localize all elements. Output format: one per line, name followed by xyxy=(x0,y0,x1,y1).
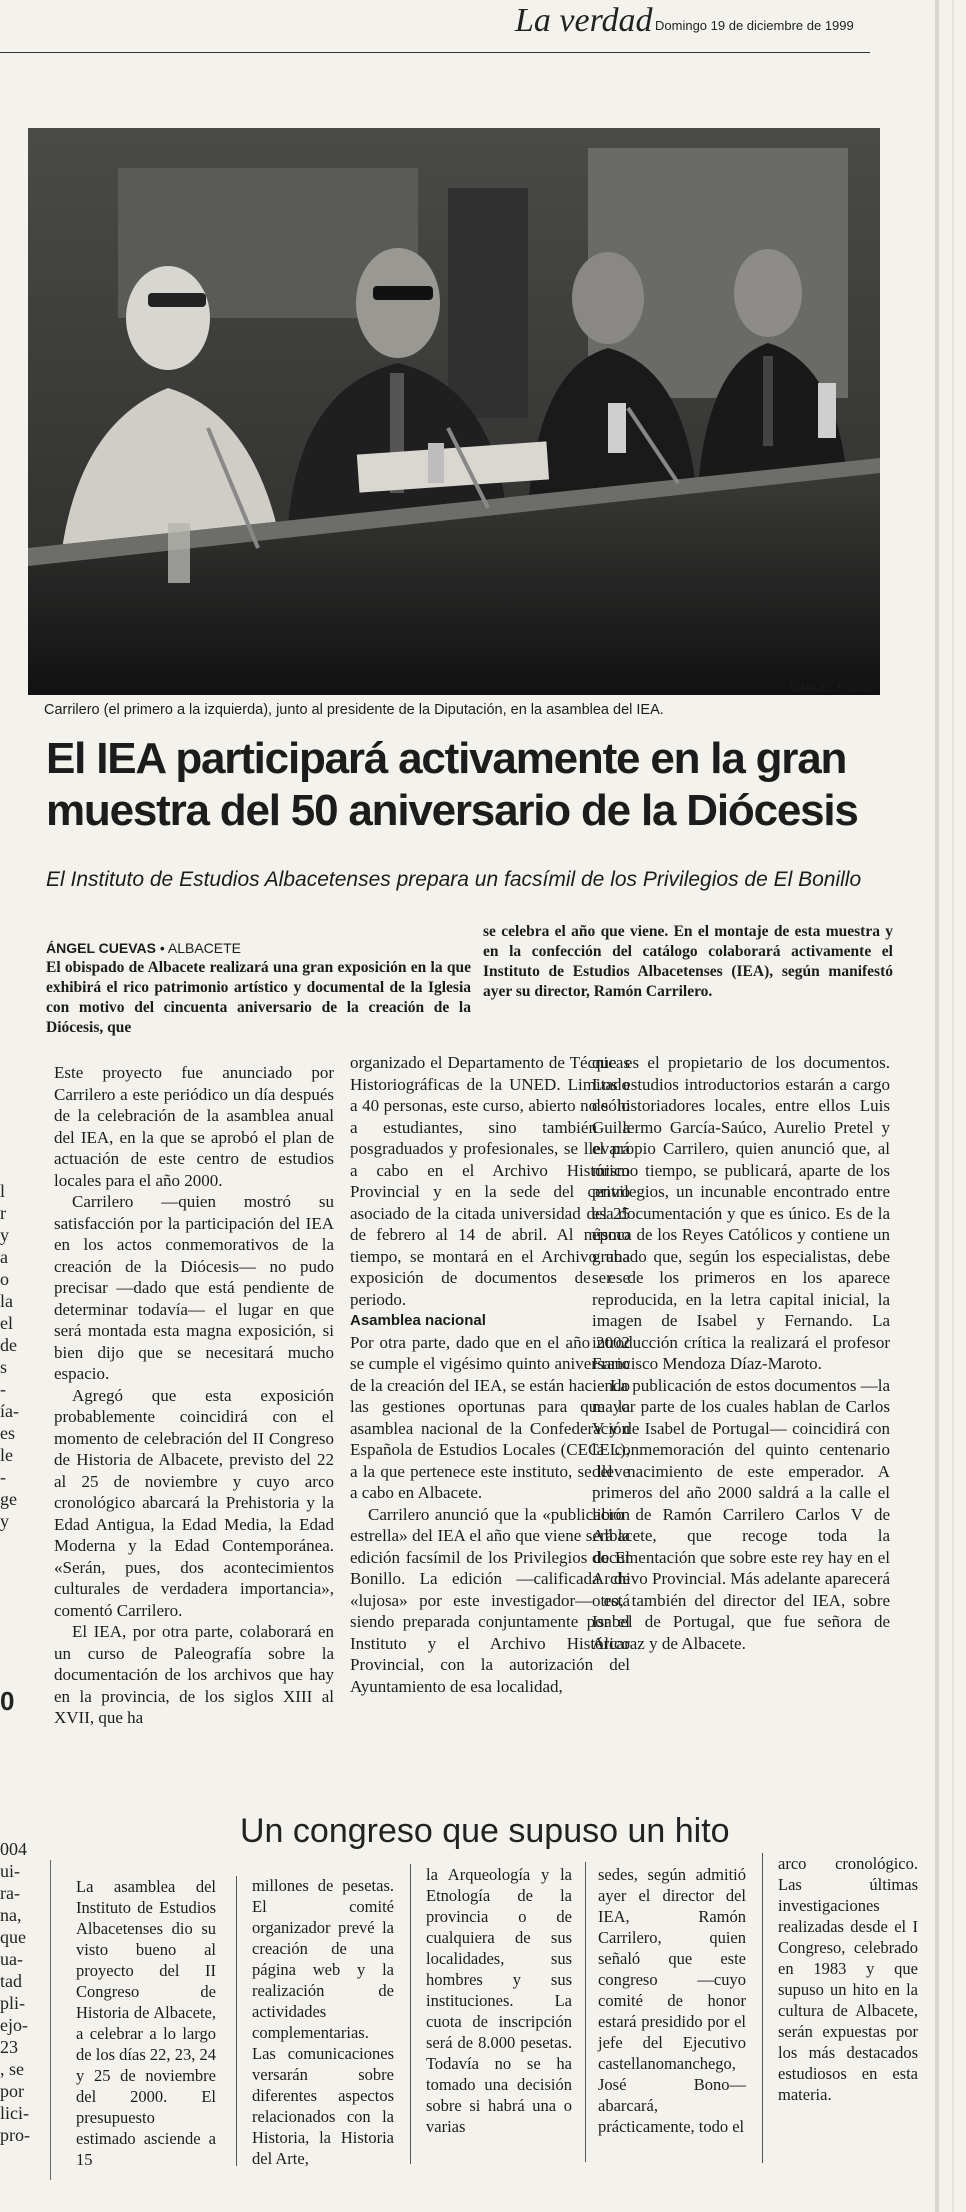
author-name: ÁNGEL CUEVAS xyxy=(46,940,156,956)
adjacent-column-text-fragment: y xyxy=(0,1511,9,1531)
meeting-photo-image xyxy=(28,128,880,695)
box-column-rule xyxy=(410,1864,411,2164)
byline-location: ALBACETE xyxy=(167,940,242,956)
adjacent-column-text-fragment: el xyxy=(0,1313,13,1333)
lead-paragraph-part-2: se celebra el año que viene. En el montaje de esta muestra y en la confección del catálogo colaborará activamente el Instituto de Estudios Albacetenses (IEA), según manifestó ayer su director, Ramón Carrilero. xyxy=(483,923,893,1000)
adjacent-column-text-fragment: - xyxy=(0,1379,6,1399)
adjacent-column-text-fragment: es xyxy=(0,1423,15,1443)
byline xyxy=(46,940,241,956)
adjacent-column-text-fragment: l xyxy=(0,1181,6,1201)
paragraph: La publicación de estos documentos —la mayor parte de los cuales hablan de Carlos V y de Isabel de Portugal— coincidirá con la conmemoración del quinto centenario del nacimiento de este emperador. A primeros del año 2000 saldrá a la calle el libro de Ramón Carrilero Carlos V de Albacete, que recoge toda la documentación que sobre este rey hay en el Archivo Provincial. Más adelante aparecerá otro, también del director del IEA, sobre Isabel de Portugal, que fue señora de Alcaraz y de Albacete. xyxy=(592,1375,890,1653)
adjacent-column-text-fragment: y xyxy=(0,1225,9,1245)
adjacent-column-text-fragment: na, xyxy=(0,1905,22,1925)
newspaper-name: La verdad xyxy=(515,2,653,39)
paragraph: Este proyecto fue anunciado por Carrilero a este periódico un día después de la celebración de la asamblea anual del IEA, en la que se aprobó el plan de actuación de este centro de estudios locales para el año 2000. xyxy=(54,1063,334,1190)
box-column-2 xyxy=(252,1875,394,2169)
adjacent-column-text-fragment: s xyxy=(0,1357,8,1377)
body-column-2 xyxy=(350,1052,630,1697)
paragraph: La asamblea del Instituto de Estudios Albacetenses dio su visto bueno al proyecto del II Congreso de Historia de Albacete, a celebrar a lo largo de los días 22, 23, 24 y 25 de noviembre del 2000. El presupuesto estimado asciende a 15 xyxy=(76,1877,216,2169)
adjacent-column-text-fragment: - xyxy=(0,1467,6,1487)
adjacent-column-text-fragment: , se xyxy=(0,2059,24,2079)
adjacent-column-digit: 0 xyxy=(0,1686,15,1716)
paragraph: arco cronológico. Las últimas investigaciones realizadas desde el I Congreso, celebrado en 1983 y que supuso un hito en la cultura de Albacete, serán expuestas por los más destacados estudiosos en esta materia. xyxy=(778,1854,918,2104)
adjacent-column-text-fragment: tad xyxy=(0,1971,22,1991)
box-column-rule xyxy=(236,1876,237,2166)
adjacent-column-text-fragment: ra- xyxy=(0,1883,20,1903)
box-title: Un congreso que supuso un hito xyxy=(240,1812,730,1850)
adjacent-column-text-fragment: pli- xyxy=(0,1993,25,2013)
adjacent-column-text-fragment: de xyxy=(0,1335,17,1355)
paragraph: la Arqueología y la Etnología de la provincia o de cualquiera de sus localidades, sus hombres y sus instituciones. La cuota de inscripción será de 8.000 pesetas. Todavía no se ha tomado una decisión sobre si habrá una o varias xyxy=(426,1865,572,2136)
adjacent-column-fragment-upper xyxy=(0,1180,19,1532)
paragraph: Por otra parte, dado que en el año 2002 se cumple el vigésimo quinto aniversario de la creación del IEA, se están haciendo las gestiones oportunas para que la asamblea nacional de la Confederación Española de Estudios Locales (CECEL), a la que pertenece este instituto, se lleve a cabo en Albacete. xyxy=(350,1332,630,1502)
paragraph: millones de pesetas. El comité organizador prevé la creación de una página web y la realización de actividades complementarias. Las comunicaciones versarán sobre diferentes aspectos relacionados con la Historia, la Historia del Arte, xyxy=(252,1876,394,2168)
paragraph: que es el propietario de los documentos. Los estudios introductorios estarán a cargo de historiadores locales, entre ellos Luis Guillermo García-Saúco, Aurelio Pretel y el propio Carrilero, quien anunció que, al mismo tiempo, se publicará, aparte de los privilegios, un incunable encontrado entre esa documentación y que es único. Es de la época de los Reyes Católicos y contiene un grabado que, según los especialistas, debe ser de los primeros en los aparece reproducida, en la letra capital inicial, la imagen de Isabel y Fernando. La introducción crítica la realizará el profesor Francisco Mendoza Díaz-Maroto. xyxy=(592,1053,890,1373)
box-column-4 xyxy=(598,1864,746,2137)
paragraph: Carrilero —quien mostró su satisfacción por la participación del IEA en los actos conmemorativos de la creación de la Diócesis— no pudo precisar —dado que está pendiente de determinar todavía— el lugar en que será montada esta magna exposición, si bien dijo que se necesitará mucho espacio. xyxy=(54,1192,334,1383)
box-column-1 xyxy=(76,1876,216,2170)
adjacent-column-text-fragment: o xyxy=(0,1269,9,1289)
headline-line-1: El IEA participará activamente en la gran xyxy=(46,734,847,783)
page-edge-shadow-2 xyxy=(952,0,954,2212)
adjacent-column-text-fragment: le xyxy=(0,1445,13,1465)
subheadline: El Instituto de Estudios Albacetenses prepara un facsímil de los Privilegios de El Bonillo xyxy=(46,868,862,891)
box-column-5 xyxy=(778,1853,918,2105)
photo-credit: MANUEL PODIO xyxy=(790,683,873,694)
adjacent-column-text-fragment: lici- xyxy=(0,2103,29,2123)
paragraph: Carrilero anunció que la «publicación estrella» del IEA el año que viene será la edición facsímil de los Privilegios de El Bonillo. La edición —calificada de «lujosa» por este investigador— está siendo preparada conjuntamente por el Instituto y el Archivo Histórico Provincial, con la autorización del Ayuntamiento de esa localidad, xyxy=(350,1504,630,1696)
masthead-rule xyxy=(0,52,870,53)
adjacent-column-text-fragment: ui- xyxy=(0,1861,20,1881)
headline xyxy=(46,733,906,837)
paragraph: sedes, según admitió ayer el director del IEA, Ramón Carrilero, quien señaló que este congreso —cuyo comité de honor estará presidido por el jefe del Ejecutivo castellanomanchego, José Bono— abarcará, prácticamente, todo el xyxy=(598,1865,746,2136)
adjacent-column-text-fragment: r xyxy=(0,1203,6,1223)
adjacent-column-text-fragment: que xyxy=(0,1927,26,1947)
photo-caption: Carrilero (el primero a la izquierda), junto al presidente de la Diputación, en la asamblea del IEA. xyxy=(44,702,664,718)
box-column-rule xyxy=(585,1862,586,2162)
section-subheading: Asamblea nacional xyxy=(350,1312,486,1329)
byline-separator: • xyxy=(159,940,168,956)
page-edge-shadow xyxy=(935,0,939,2212)
box-column-3 xyxy=(426,1864,572,2137)
adjacent-column-text-fragment: ejo- xyxy=(0,2015,28,2035)
adjacent-column-text-fragment: por xyxy=(0,2081,24,2101)
adjacent-column-fragment-lower xyxy=(0,1838,30,2146)
adjacent-column-text-fragment: 23 xyxy=(0,2037,18,2057)
paragraph: Agregó que esta exposición probablemente coincidirá con el momento de celebración del II Congreso de Historia de Albacete, previsto del 22 al 25 de noviembre y cuyo arco cronológico abarcará la Prehistoria y la Edad Antigua, la Edad Media, la Edad Moderna y la Edad Contemporánea. «Serán, pues, dos acontecimientos culturales de verdadera importancia», comentó Carrilero. xyxy=(54,1385,334,1620)
adjacent-column-text-fragment: ía- xyxy=(0,1401,19,1421)
adjacent-column-text-fragment: pro- xyxy=(0,2125,30,2145)
publication-date: Domingo 19 de diciembre de 1999 xyxy=(655,18,854,33)
headline-line-2: muestra del 50 aniversario de la Diócesis xyxy=(46,786,858,835)
box-column-rule xyxy=(762,1853,763,2163)
adjacent-column-text-fragment: a xyxy=(0,1247,8,1267)
adjacent-column-text-fragment: la xyxy=(0,1291,13,1311)
box-left-rule xyxy=(50,1860,51,2180)
adjacent-column-text-fragment: ge xyxy=(0,1489,17,1509)
adjacent-column-text-fragment: 004 xyxy=(0,1839,27,1859)
paragraph: organizado el Departamento de Técnicas Historiográficas de la UNED. Limitado a 40 personas, este curso, abierto no sólo a estudiantes, sino también a posgraduados y profesionales, se llevará a cabo en el Archivo Histórico Provincial y en la sede del centro asociado de la citada universidad del 25 de febrero al 14 de abril. Al mismo tiempo, se montará en el Archivo una exposición de documentos de ese periodo. xyxy=(350,1053,630,1309)
body-column-1 xyxy=(54,1062,334,1729)
paragraph: El IEA, por otra parte, colaborará en un curso de Paleografía sobre la documentación de los archivos que hay en la provincia, de los siglos XIII al XVII, que ha xyxy=(54,1622,334,1727)
article-photo xyxy=(28,128,880,695)
lead-paragraph-part-1: El obispado de Albacete realizará una gran exposición en la que exhibirá el rico patrimonio artístico y documental de la Iglesia con motivo del cincuenta aniversario de la creación de la Diócesis, que xyxy=(46,959,471,1036)
adjacent-column-text-fragment: ua- xyxy=(0,1949,23,1969)
masthead xyxy=(0,0,960,60)
body-column-3 xyxy=(592,1052,890,1654)
